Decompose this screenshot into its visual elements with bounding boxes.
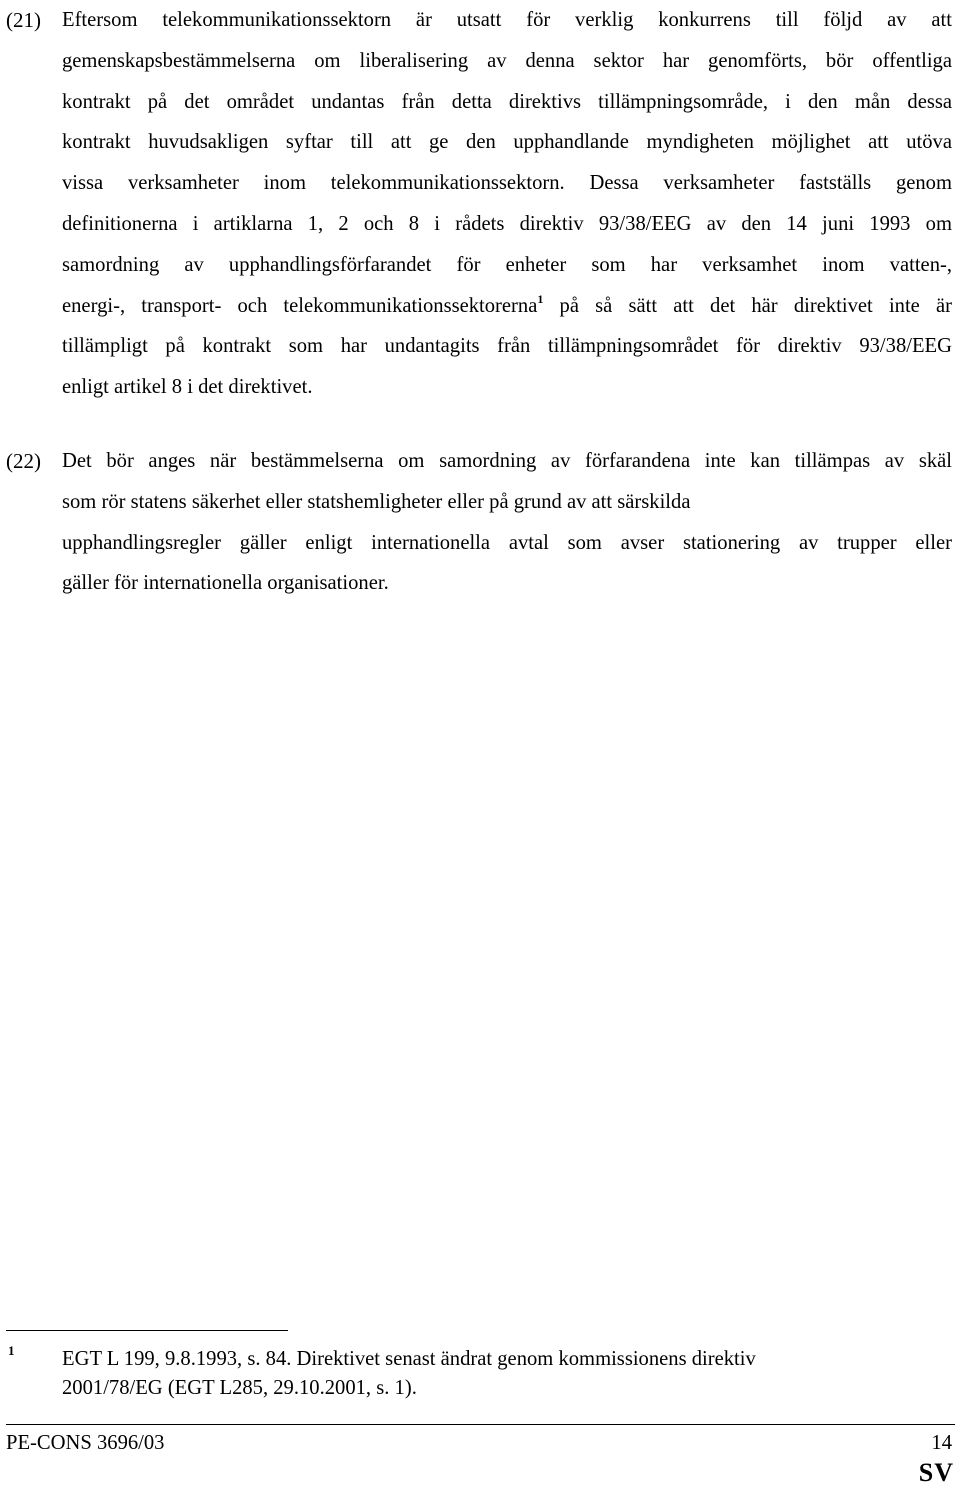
document-reference: PE-CONS 3696/03 [6,1432,165,1454]
page-number: 14 [931,1432,952,1454]
text-line: Det bör anges när bestämmelserna om samordning av förfarandena inte kan tillämpas av skäl [62,450,952,472]
footnote-text [62,1345,756,1403]
text-line: samordning av upphandlingsförfarandet för enheter som har verksamhet inom vatten-, [62,253,952,276]
footnote-reference[interactable]: 1 [537,291,544,306]
paragraph-number: (22) [6,449,41,473]
text-line: Eftersom telekommunikationssektorn är utsatt för verklig konkurrens till följd av att [62,9,952,31]
footnote-marker: 1 [8,1343,15,1358]
text-line: som rör statens säkerhet eller statshemligheter eller på grund av att särskilda [62,490,691,513]
text-line: kontrakt huvudsakligen syftar till att ge den upphandlande myndigheten möjlighet att utöva [62,131,952,154]
language-code: SV [918,1458,954,1487]
text-line: enligt artikel 8 i det direktivet. [62,376,313,399]
text-line: gemenskapsbestämmelserna om liberalisering av denna sektor har genomförts, bör offentliga [62,49,952,72]
footnote-line: EGT L 199, 9.8.1993, s. 84. Direktivet senast ändrat genom kommissionens direktiv [62,1348,756,1370]
footnote-divider [6,1330,288,1331]
paragraph-body [62,441,952,604]
text-line: definitionerna i artiklarna 1, 2 och 8 i rådets direktiv 93/38/EEG av den 14 juni 1993 om [62,212,952,235]
text-line: tillämpligt på kontrakt som har undantagits från tillämpningsområdet för direktiv 93/38/EEG [62,335,952,358]
text-line: vissa verksamheter inom telekommunikationssektorn. Dessa verksamheter fastställs genom [62,172,952,195]
paragraph-number: (21) [6,8,41,32]
footnote-line: 2001/78/EG (EGT L285, 29.10.2001, s. 1). [62,1377,417,1399]
footer-divider [6,1424,955,1425]
text-segment: på så sätt att det här direktivet inte är [543,294,952,317]
text-line: kontrakt på det området undantas från detta direktivs tillämpningsområde, i den mån dessa [62,90,952,113]
text-line-with-footnote-ref [62,286,952,327]
text-segment: energi-, transport- och telekommunikationssektorerna [62,294,538,317]
text-line: upphandlingsregler gäller enligt internationella avtal som avser stationering av trupper eller [62,531,952,554]
text-line: gäller för internationella organisationer. [62,572,389,595]
paragraph-body [62,0,952,408]
